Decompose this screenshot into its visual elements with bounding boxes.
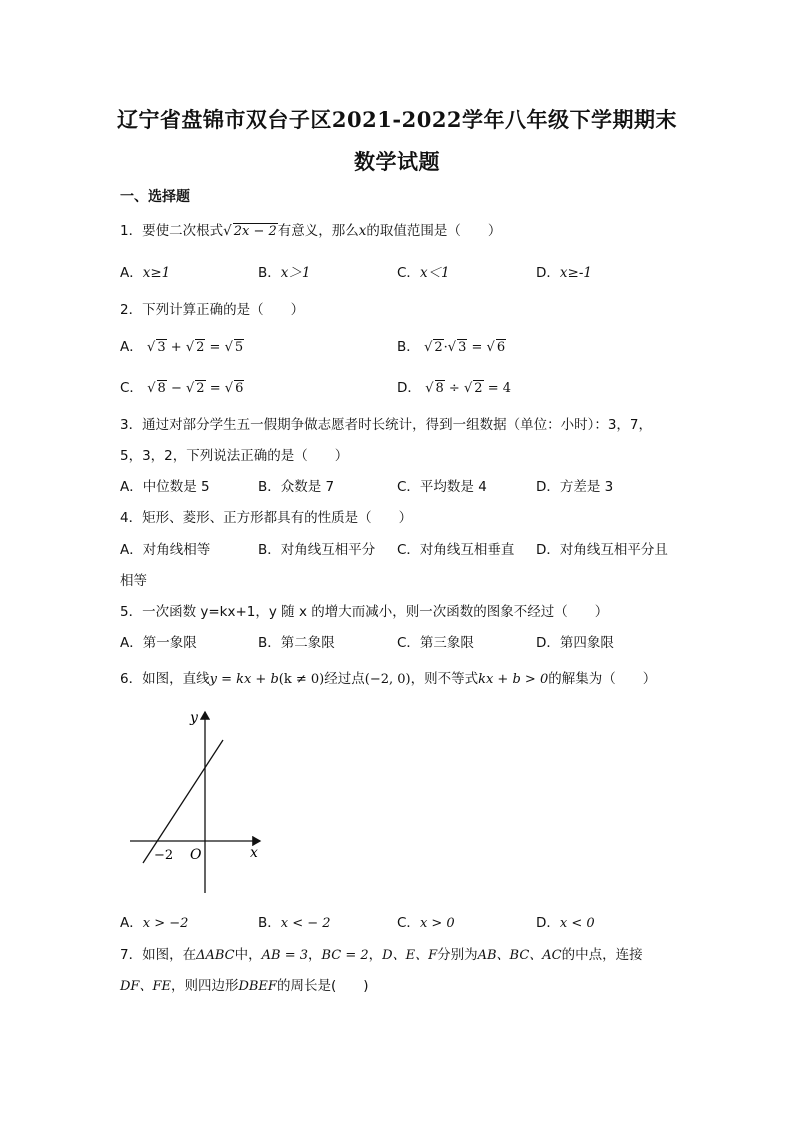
question-3-stem-line-2: 5，3，2，下列说法正确的是（ ） <box>120 448 349 464</box>
q6-figure <box>120 700 280 900</box>
title-line-1: 辽宁省盘锦市双台子区2021-2022学年八年级下学期期末 <box>116 107 678 132</box>
q1-option-a[interactable]: A．x≥1 <box>120 265 171 281</box>
tick-label: −2 <box>154 848 174 863</box>
radicand: 2x − 2 <box>233 224 277 239</box>
question-4-stem: 4．矩形、菱形、正方形都具有的性质是（ ） <box>120 510 413 526</box>
question-7-stem-line-1: 7．如图，在ΔABC中，AB = 3，BC = 2，D、E、F分别为AB、BC、AC的中点，连接 <box>120 947 643 963</box>
y-axis-label: y <box>190 710 198 726</box>
question-2-stem: 2．下列计算正确的是（ ） <box>120 302 305 318</box>
graph-line <box>143 740 223 863</box>
q4-option-c[interactable]: C．对角线互相垂直 <box>397 542 515 558</box>
q6-option-a[interactable]: A．x > −2 <box>120 915 189 931</box>
q3-option-c[interactable]: C．平均数是 4 <box>397 479 487 495</box>
q2-option-a[interactable]: A． √ 3 + √ 2 = √ 5 <box>120 339 244 355</box>
origin-label: O <box>190 847 202 863</box>
question-3-stem-line-1: 3．通过对部分学生五一假期争做志愿者时长统计，得到一组数据（单位：小时）：3，7， <box>120 417 653 433</box>
section-heading: 一、选择题 <box>120 189 190 205</box>
q3-option-d[interactable]: D．方差是 3 <box>536 479 614 495</box>
x-axis-label: x <box>250 845 258 861</box>
q4-option-b[interactable]: B．对角线互相平分 <box>258 542 376 558</box>
q6-option-d[interactable]: D．x < 0 <box>536 915 595 931</box>
q3-option-a[interactable]: A．中位数是 5 <box>120 479 210 495</box>
q6-option-c[interactable]: C．x > 0 <box>397 915 455 931</box>
q2-option-b[interactable]: B． √ 2·√ 3 = √ 6 <box>397 339 506 355</box>
q5-option-c[interactable]: C．第三象限 <box>397 635 474 651</box>
q1-option-d[interactable]: D．x≥-1 <box>536 265 592 281</box>
q6-option-b[interactable]: B．x < − 2 <box>258 915 331 931</box>
q2-option-c[interactable]: C． √ 8 − √ 2 = √ 6 <box>120 380 244 396</box>
q1-option-c[interactable]: C．x＜1 <box>397 265 450 281</box>
title-line-2: 数学试题 <box>354 149 440 174</box>
q4-option-d-continued: 相等 <box>120 573 147 589</box>
q4-option-d[interactable]: D．对角线互相平分且 <box>536 542 668 558</box>
question-5-stem: 5．一次函数 y=kx+1，y 随 x 的增大而减小，则一次函数的图象不经过（ ） <box>120 604 609 620</box>
q4-option-a[interactable]: A．对角线相等 <box>120 542 211 558</box>
q2-option-d[interactable]: D． √ 8 ÷ √ 2 = 4 <box>397 380 512 396</box>
q5-option-a[interactable]: A．第一象限 <box>120 635 197 651</box>
q1-option-b[interactable]: B．x＞1 <box>258 265 311 281</box>
question-6-stem: 6．如图，直线y = kx + b(k ≠ 0)经过点(−2, 0)，则不等式kx + b > 0的解集为（ ） <box>120 671 657 687</box>
question-7-stem-line-2: DF、FE，则四边形DBEF的周长是( ) <box>120 978 369 994</box>
q3-option-b[interactable]: B．众数是 7 <box>258 479 335 495</box>
q5-option-b[interactable]: B．第二象限 <box>258 635 335 651</box>
question-1-stem: 1．要使二次根式√ 2x − 2有意义，那么x的取值范围是（ ） <box>120 223 502 239</box>
q5-option-d[interactable]: D．第四象限 <box>536 635 614 651</box>
